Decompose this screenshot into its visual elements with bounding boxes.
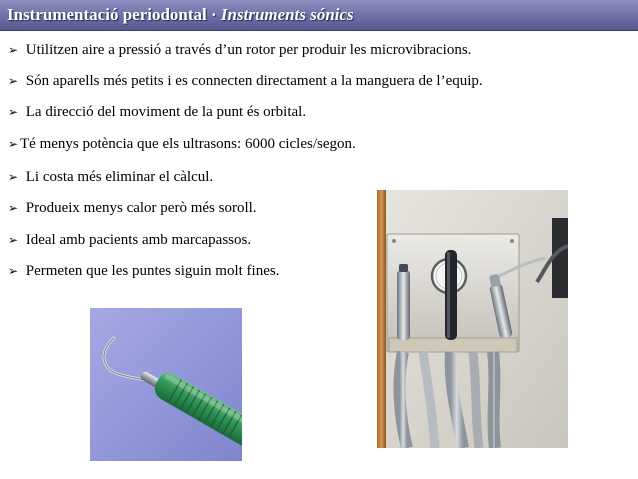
arrow-bullet-icon: ➢ [8, 233, 19, 247]
bullet-item [8, 103, 306, 121]
bullet-text: Li costa més eliminar el càlcul. [25, 169, 214, 185]
bullet-item [8, 168, 213, 186]
slide-title [7, 5, 354, 25]
bullet-text: Són aparells més petits i es connecten directament a la manguera de l’equip. [25, 73, 483, 89]
bullet-text: Té menys potència que els ultrasons: 6000 cicles/segon. [20, 136, 356, 152]
sonic-scaler-handpiece-photo [90, 308, 242, 461]
bullet-item [8, 262, 279, 280]
bullet-text: Utilitzen aire a pressió a través d’un rotor per produir les microvibracions. [25, 42, 472, 58]
slide-title-sub: Instruments sónics [220, 5, 354, 24]
bullet-item [8, 72, 483, 90]
arrow-bullet-icon: ➢ [8, 264, 19, 278]
bullet-text: Permeten que les puntes siguin molt fines. [25, 263, 280, 279]
bullet-text: La direcció del moviment de la punt és orbital. [25, 104, 307, 120]
bullet-item [8, 135, 356, 153]
bullet-item [8, 41, 471, 59]
arrow-bullet-icon: ➢ [8, 105, 19, 119]
dental-unit-handpieces-photo [377, 190, 568, 448]
bullet-text: Ideal amb pacients amb marcapassos. [25, 232, 252, 248]
arrow-bullet-icon: ➢ [8, 43, 19, 57]
arrow-bullet-icon: ➢ [8, 170, 19, 184]
slide-title-main: Instrumentació periodontal · [7, 5, 221, 24]
title-bar [0, 0, 638, 31]
sonic-scaler-illustration [90, 308, 242, 461]
arrow-bullet-icon: ➢ [8, 137, 19, 151]
arrow-bullet-icon: ➢ [8, 201, 19, 215]
dental-unit-illustration [377, 190, 568, 448]
bullet-item [8, 231, 251, 249]
bullet-text: Produeix menys calor però més soroll. [25, 200, 257, 216]
arrow-bullet-icon: ➢ [8, 74, 19, 88]
bullet-item [8, 199, 257, 217]
